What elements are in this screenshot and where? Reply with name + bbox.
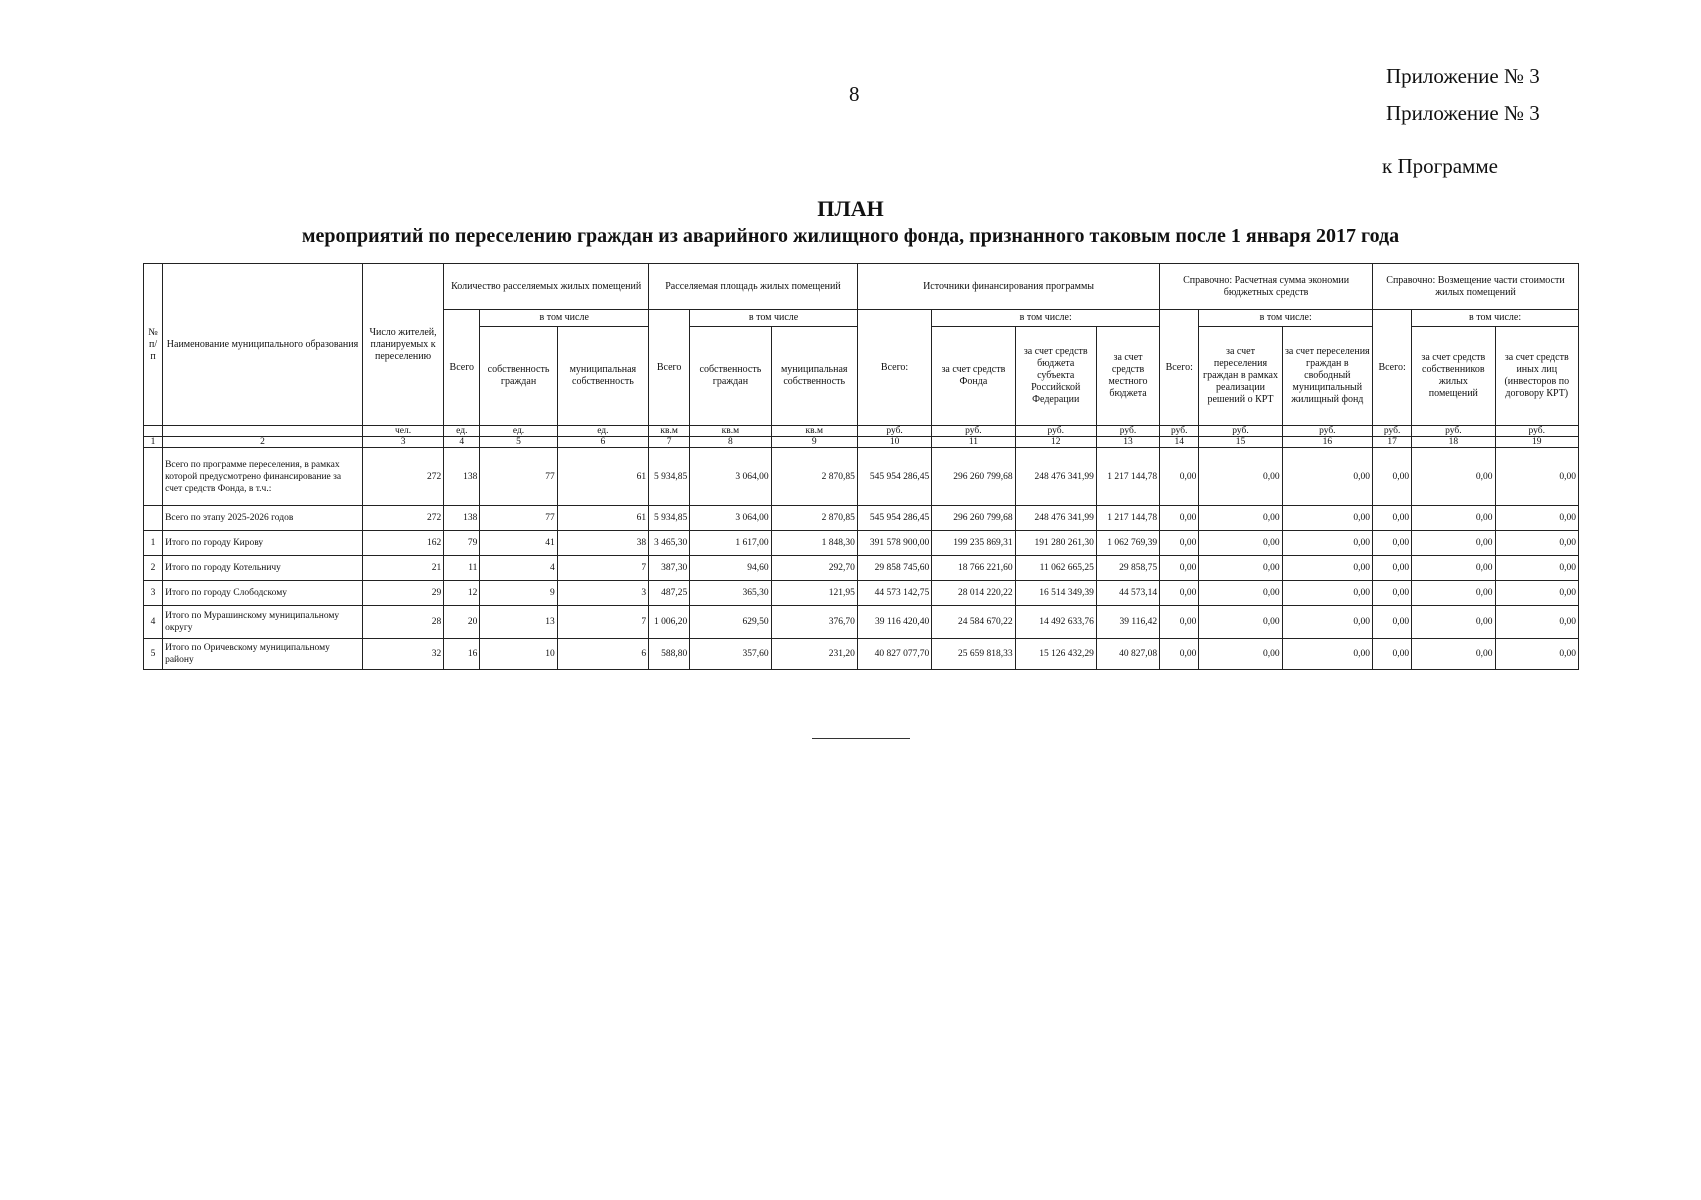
value-cell: 365,30: [690, 581, 771, 606]
document-subtitle: мероприятий по переселению граждан из аварийного жилищного фонда, признанного таковым после 1 января 2017 года: [301, 225, 1400, 247]
value-cell: 6: [557, 639, 648, 670]
value-cell: 0,00: [1199, 531, 1282, 556]
value-cell: 18 766 221,60: [932, 556, 1015, 581]
header-savings-incl: в том числе:: [1199, 310, 1373, 327]
value-cell: 1 848,30: [771, 531, 857, 556]
value-cell: 1 062 769,39: [1096, 531, 1159, 556]
value-cell: 0,00: [1160, 639, 1199, 670]
value-cell: 5 934,85: [649, 448, 690, 506]
table-row: [144, 531, 1579, 556]
value-cell: 0,00: [1282, 606, 1372, 639]
value-cell: 20: [444, 606, 480, 639]
value-cell: 1 217 144,78: [1096, 448, 1159, 506]
value-cell: 0,00: [1373, 606, 1412, 639]
unit-cell: ед.: [480, 426, 557, 437]
table-row: [144, 506, 1579, 531]
header-residents: Число жителей, планируемых к переселению: [362, 264, 443, 426]
value-cell: 0,00: [1373, 506, 1412, 531]
value-cell: 79: [444, 531, 480, 556]
header-fund: за счет средств Фонда: [932, 327, 1015, 426]
value-cell: 296 260 799,68: [932, 448, 1015, 506]
value-cell: 13: [480, 606, 557, 639]
value-cell: 0,00: [1412, 531, 1495, 556]
table-row: [144, 556, 1579, 581]
column-number-cell: 2: [163, 437, 363, 448]
value-cell: 40 827,08: [1096, 639, 1159, 670]
value-cell: 4: [480, 556, 557, 581]
value-cell: 191 280 261,30: [1015, 531, 1096, 556]
value-cell: 1 617,00: [690, 531, 771, 556]
municipality-name: Итого по городу Котельничу: [163, 556, 363, 581]
table-row: [144, 448, 1579, 506]
value-cell: 0,00: [1412, 448, 1495, 506]
value-cell: 138: [444, 448, 480, 506]
closing-rule: [812, 738, 910, 739]
header-finance-total: Всего:: [857, 310, 931, 426]
header-investors: за счет средств иных лиц (инвесторов по договору КРТ): [1495, 327, 1578, 426]
value-cell: 0,00: [1412, 556, 1495, 581]
header-area-municipal: муниципальная собственность: [771, 327, 857, 426]
value-cell: 162: [362, 531, 443, 556]
value-cell: 387,30: [649, 556, 690, 581]
units-row: [144, 426, 1579, 437]
header-rooms-citizens: собственность граждан: [480, 327, 557, 426]
header-comp-total: Всего:: [1373, 310, 1412, 426]
value-cell: 0,00: [1282, 531, 1372, 556]
municipality-name: Итого по Оричевскому муниципальному району: [163, 639, 363, 670]
column-number-cell: 18: [1412, 437, 1495, 448]
value-cell: 15 126 432,29: [1015, 639, 1096, 670]
value-cell: 0,00: [1282, 448, 1372, 506]
value-cell: 61: [557, 506, 648, 531]
value-cell: 77: [480, 448, 557, 506]
value-cell: 545 954 286,45: [857, 448, 931, 506]
column-number-cell: 3: [362, 437, 443, 448]
column-number-cell: 5: [480, 437, 557, 448]
value-cell: 7: [557, 556, 648, 581]
value-cell: 0,00: [1282, 506, 1372, 531]
value-cell: 0,00: [1495, 506, 1578, 531]
header-finance-group: Источники финансирования программы: [857, 264, 1159, 310]
value-cell: 21: [362, 556, 443, 581]
value-cell: 1 217 144,78: [1096, 506, 1159, 531]
value-cell: 0,00: [1373, 448, 1412, 506]
value-cell: 0,00: [1282, 556, 1372, 581]
value-cell: 296 260 799,68: [932, 506, 1015, 531]
column-number-cell: 19: [1495, 437, 1578, 448]
value-cell: 7: [557, 606, 648, 639]
column-number-cell: 12: [1015, 437, 1096, 448]
header-row-groups: [144, 264, 1579, 310]
value-cell: 40 827 077,70: [857, 639, 931, 670]
row-number: 2: [144, 556, 163, 581]
value-cell: 0,00: [1412, 581, 1495, 606]
column-number-cell: 9: [771, 437, 857, 448]
page-number: 8: [849, 82, 860, 106]
value-cell: 44 573 142,75: [857, 581, 931, 606]
value-cell: 1 006,20: [649, 606, 690, 639]
value-cell: 29 858 745,60: [857, 556, 931, 581]
row-number: 3: [144, 581, 163, 606]
value-cell: 0,00: [1412, 606, 1495, 639]
value-cell: 376,70: [771, 606, 857, 639]
unit-cell: [144, 426, 163, 437]
column-number-cell: 11: [932, 437, 1015, 448]
value-cell: 61: [557, 448, 648, 506]
value-cell: 29 858,75: [1096, 556, 1159, 581]
value-cell: 16: [444, 639, 480, 670]
value-cell: 28: [362, 606, 443, 639]
unit-cell: кв.м: [690, 426, 771, 437]
value-cell: 11 062 665,25: [1015, 556, 1096, 581]
column-number-cell: 7: [649, 437, 690, 448]
header-comp-incl: в том числе:: [1412, 310, 1579, 327]
value-cell: 0,00: [1160, 448, 1199, 506]
column-numbers-row: [144, 437, 1579, 448]
value-cell: 248 476 341,99: [1015, 448, 1096, 506]
value-cell: 0,00: [1373, 556, 1412, 581]
value-cell: 0,00: [1495, 581, 1578, 606]
unit-cell: чел.: [362, 426, 443, 437]
header-free-fund: за счет переселения граждан в свободный муниципальный жилищный фонд: [1282, 327, 1372, 426]
header-owners-funds: за счет средств собственников жилых помещений: [1412, 327, 1495, 426]
unit-cell: ед.: [557, 426, 648, 437]
value-cell: 0,00: [1160, 581, 1199, 606]
value-cell: 0,00: [1373, 581, 1412, 606]
table-row: [144, 639, 1579, 670]
document-title: ПЛАН: [817, 196, 884, 221]
resettlement-plan-table: [143, 263, 1579, 670]
table-row: [144, 581, 1579, 606]
value-cell: 5 934,85: [649, 506, 690, 531]
value-cell: 9: [480, 581, 557, 606]
value-cell: 39 116 420,40: [857, 606, 931, 639]
value-cell: 0,00: [1412, 506, 1495, 531]
value-cell: 2 870,85: [771, 448, 857, 506]
unit-cell: руб.: [857, 426, 931, 437]
header-krt-resettle: за счет переселения граждан в рамках реализации решений о КРТ: [1199, 327, 1282, 426]
municipality-name: Итого по городу Кирову: [163, 531, 363, 556]
appendix-label-repeat: Приложение № 3: [1386, 101, 1540, 125]
value-cell: 0,00: [1373, 639, 1412, 670]
row-number: [144, 448, 163, 506]
unit-cell: кв.м: [771, 426, 857, 437]
header-rooms-total: Всего: [444, 310, 480, 426]
value-cell: 0,00: [1412, 639, 1495, 670]
municipality-name: Итого по городу Слободскому: [163, 581, 363, 606]
row-number: 1: [144, 531, 163, 556]
unit-cell: руб.: [1199, 426, 1282, 437]
header-area-total: Всего: [649, 310, 690, 426]
header-compensation-group: Справочно: Возмещение части стоимости жилых помещений: [1373, 264, 1579, 310]
value-cell: 0,00: [1282, 639, 1372, 670]
unit-cell: руб.: [1160, 426, 1199, 437]
value-cell: 29: [362, 581, 443, 606]
unit-cell: руб.: [1495, 426, 1578, 437]
value-cell: 39 116,42: [1096, 606, 1159, 639]
value-cell: 3 064,00: [690, 506, 771, 531]
value-cell: 41: [480, 531, 557, 556]
value-cell: 629,50: [690, 606, 771, 639]
value-cell: 0,00: [1199, 581, 1282, 606]
row-number: [144, 506, 163, 531]
column-number-cell: 1: [144, 437, 163, 448]
column-number-cell: 15: [1199, 437, 1282, 448]
unit-cell: руб.: [1015, 426, 1096, 437]
value-cell: 77: [480, 506, 557, 531]
value-cell: 272: [362, 448, 443, 506]
value-cell: 391 578 900,00: [857, 531, 931, 556]
value-cell: 16 514 349,39: [1015, 581, 1096, 606]
unit-cell: руб.: [1373, 426, 1412, 437]
header-rooms-incl: в том числе: [480, 310, 649, 327]
value-cell: 292,70: [771, 556, 857, 581]
unit-cell: руб.: [932, 426, 1015, 437]
municipality-name: Всего по этапу 2025-2026 годов: [163, 506, 363, 531]
value-cell: 588,80: [649, 639, 690, 670]
unit-cell: кв.м: [649, 426, 690, 437]
value-cell: 94,60: [690, 556, 771, 581]
value-cell: 10: [480, 639, 557, 670]
header-area-citizens: собственность граждан: [690, 327, 771, 426]
header-no: № п/ п: [144, 264, 163, 426]
table-row: [144, 606, 1579, 639]
value-cell: 0,00: [1160, 606, 1199, 639]
header-name: Наименование муниципального образования: [163, 264, 363, 426]
value-cell: 0,00: [1160, 531, 1199, 556]
row-number: 4: [144, 606, 163, 639]
value-cell: 0,00: [1495, 556, 1578, 581]
value-cell: 138: [444, 506, 480, 531]
value-cell: 121,95: [771, 581, 857, 606]
row-number: 5: [144, 639, 163, 670]
value-cell: 357,60: [690, 639, 771, 670]
value-cell: 199 235 869,31: [932, 531, 1015, 556]
header-savings-group: Справочно: Расчетная сумма экономии бюджетных средств: [1160, 264, 1373, 310]
column-number-cell: 8: [690, 437, 771, 448]
value-cell: 25 659 818,33: [932, 639, 1015, 670]
value-cell: 44 573,14: [1096, 581, 1159, 606]
unit-cell: руб.: [1282, 426, 1372, 437]
value-cell: 11: [444, 556, 480, 581]
value-cell: 248 476 341,99: [1015, 506, 1096, 531]
value-cell: 14 492 633,76: [1015, 606, 1096, 639]
value-cell: 0,00: [1495, 531, 1578, 556]
header-finance-incl: в том числе:: [932, 310, 1160, 327]
header-rooms-group: Количество расселяемых жилых помещений: [444, 264, 649, 310]
value-cell: 0,00: [1199, 506, 1282, 531]
value-cell: 24 584 670,22: [932, 606, 1015, 639]
header-area-incl: в том числе: [690, 310, 858, 327]
header-rooms-municipal: муниципальная собственность: [557, 327, 648, 426]
value-cell: 0,00: [1373, 531, 1412, 556]
value-cell: 0,00: [1199, 448, 1282, 506]
value-cell: 231,20: [771, 639, 857, 670]
column-number-cell: 17: [1373, 437, 1412, 448]
value-cell: 0,00: [1282, 581, 1372, 606]
column-number-cell: 4: [444, 437, 480, 448]
value-cell: 0,00: [1160, 556, 1199, 581]
value-cell: 3 064,00: [690, 448, 771, 506]
value-cell: 2 870,85: [771, 506, 857, 531]
unit-cell: руб.: [1096, 426, 1159, 437]
header-local-budget: за счет средств местного бюджета: [1096, 327, 1159, 426]
column-number-cell: 13: [1096, 437, 1159, 448]
value-cell: 487,25: [649, 581, 690, 606]
column-number-cell: 16: [1282, 437, 1372, 448]
municipality-name: Всего по программе переселения, в рамках которой предусмотрено финансирование за счет средств Фонда, в т.ч.:: [163, 448, 363, 506]
value-cell: 0,00: [1495, 606, 1578, 639]
value-cell: 28 014 220,22: [932, 581, 1015, 606]
value-cell: 0,00: [1199, 556, 1282, 581]
value-cell: 0,00: [1199, 639, 1282, 670]
value-cell: 545 954 286,45: [857, 506, 931, 531]
column-number-cell: 6: [557, 437, 648, 448]
value-cell: 0,00: [1160, 506, 1199, 531]
column-number-cell: 10: [857, 437, 931, 448]
value-cell: 12: [444, 581, 480, 606]
value-cell: 0,00: [1495, 639, 1578, 670]
municipality-name: Итого по Мурашинскому муниципальному округу: [163, 606, 363, 639]
value-cell: 3: [557, 581, 648, 606]
appendix-label: Приложение № 3: [1386, 64, 1540, 88]
unit-cell: руб.: [1412, 426, 1495, 437]
program-reference: к Программе: [1382, 154, 1498, 178]
value-cell: 3 465,30: [649, 531, 690, 556]
unit-cell: ед.: [444, 426, 480, 437]
value-cell: 272: [362, 506, 443, 531]
unit-cell: [163, 426, 363, 437]
value-cell: 0,00: [1495, 448, 1578, 506]
value-cell: 32: [362, 639, 443, 670]
value-cell: 38: [557, 531, 648, 556]
header-area-group: Расселяемая площадь жилых помещений: [649, 264, 858, 310]
header-subject-budget: за счет средств бюджета субъекта Российской Федерации: [1015, 327, 1096, 426]
column-number-cell: 14: [1160, 437, 1199, 448]
header-savings-total: Всего:: [1160, 310, 1199, 426]
value-cell: 0,00: [1199, 606, 1282, 639]
table-body: [144, 448, 1579, 670]
